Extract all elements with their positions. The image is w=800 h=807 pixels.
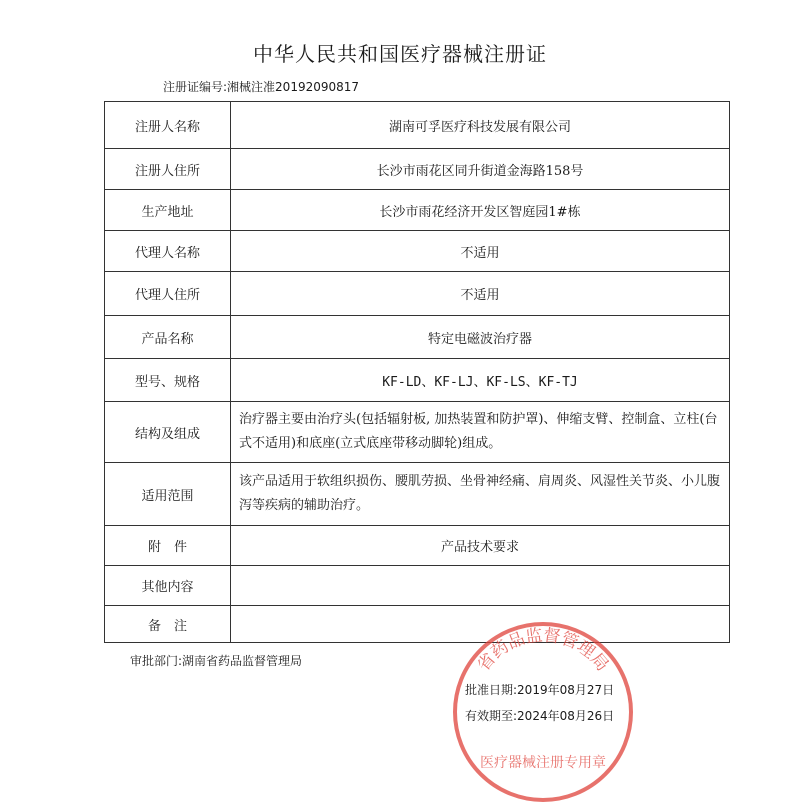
row-value: 湖南可孚医疗科技发展有限公司	[231, 102, 730, 149]
row-label: 其他内容	[105, 566, 231, 606]
row-label: 注册人名称	[105, 102, 231, 149]
row-value: 长沙市雨花区同升街道金海路158号	[231, 149, 730, 190]
cert-no-label: 注册证编号:	[163, 80, 228, 94]
table-row	[105, 149, 730, 190]
official-seal	[448, 617, 638, 807]
approval-dept-label: 审批部门:	[130, 654, 183, 668]
seal-outer-text: 省药品监督管理局	[473, 625, 613, 676]
row-value: 该产品适用于软组织损伤、腰肌劳损、坐骨神经痛、肩周炎、风湿性关节炎、小儿腹泻等疾病的辅助治疗。	[231, 463, 730, 526]
row-value: 特定电磁波治疗器	[231, 316, 730, 359]
row-value: 不适用	[231, 231, 730, 272]
row-value: 治疗器主要由治疗头(包括辐射板, 加热装置和防护罩)、伸缩支臂、控制盒、立柱(台式不适用)和底座(立式底座带移动脚轮)组成。	[231, 402, 730, 463]
valid-until-label: 有效期至:	[465, 709, 518, 723]
approval-date-label: 批准日期:	[465, 683, 518, 697]
approval-dept-value: 湖南省药品监督管理局	[182, 654, 303, 668]
row-label: 代理人名称	[105, 231, 231, 272]
table-row	[105, 272, 730, 316]
row-label: 产品名称	[105, 316, 231, 359]
row-label: 适用范围	[105, 463, 231, 526]
row-label: 代理人住所	[105, 272, 231, 316]
row-label: 型号、规格	[105, 359, 231, 402]
row-label: 附 件	[105, 526, 231, 566]
seal-ring	[455, 624, 631, 800]
approval-date-value: 2019年08月27日	[517, 683, 615, 697]
row-value	[231, 566, 730, 606]
row-label: 注册人住所	[105, 149, 231, 190]
row-value: KF-LD、KF-LJ、KF-LS、KF-TJ	[231, 359, 730, 402]
table-row	[105, 463, 730, 526]
approval-department	[130, 652, 302, 669]
table-row	[105, 316, 730, 359]
table-row	[105, 231, 730, 272]
table-row	[105, 526, 730, 566]
table-row	[105, 190, 730, 231]
document-title: 中华人民共和国医疗器械注册证	[253, 42, 547, 66]
row-value: 长沙市雨花经济开发区智庭园1#栋	[231, 190, 730, 231]
certificate-number	[163, 78, 359, 95]
row-label: 生产地址	[105, 190, 231, 231]
seal-inner-text: 医疗器械注册专用章	[480, 755, 606, 771]
row-label: 结构及组成	[105, 402, 231, 463]
table-row	[105, 566, 730, 606]
row-value: 产品技术要求	[231, 526, 730, 566]
row-label: 备 注	[105, 606, 231, 643]
registration-table	[104, 101, 730, 643]
table-row	[105, 402, 730, 463]
table-row	[105, 359, 730, 402]
cert-no-value: 湘械注准20192090817	[227, 80, 360, 94]
valid-until-value: 2024年08月26日	[517, 709, 615, 723]
table-row	[105, 102, 730, 149]
row-value: 不适用	[231, 272, 730, 316]
